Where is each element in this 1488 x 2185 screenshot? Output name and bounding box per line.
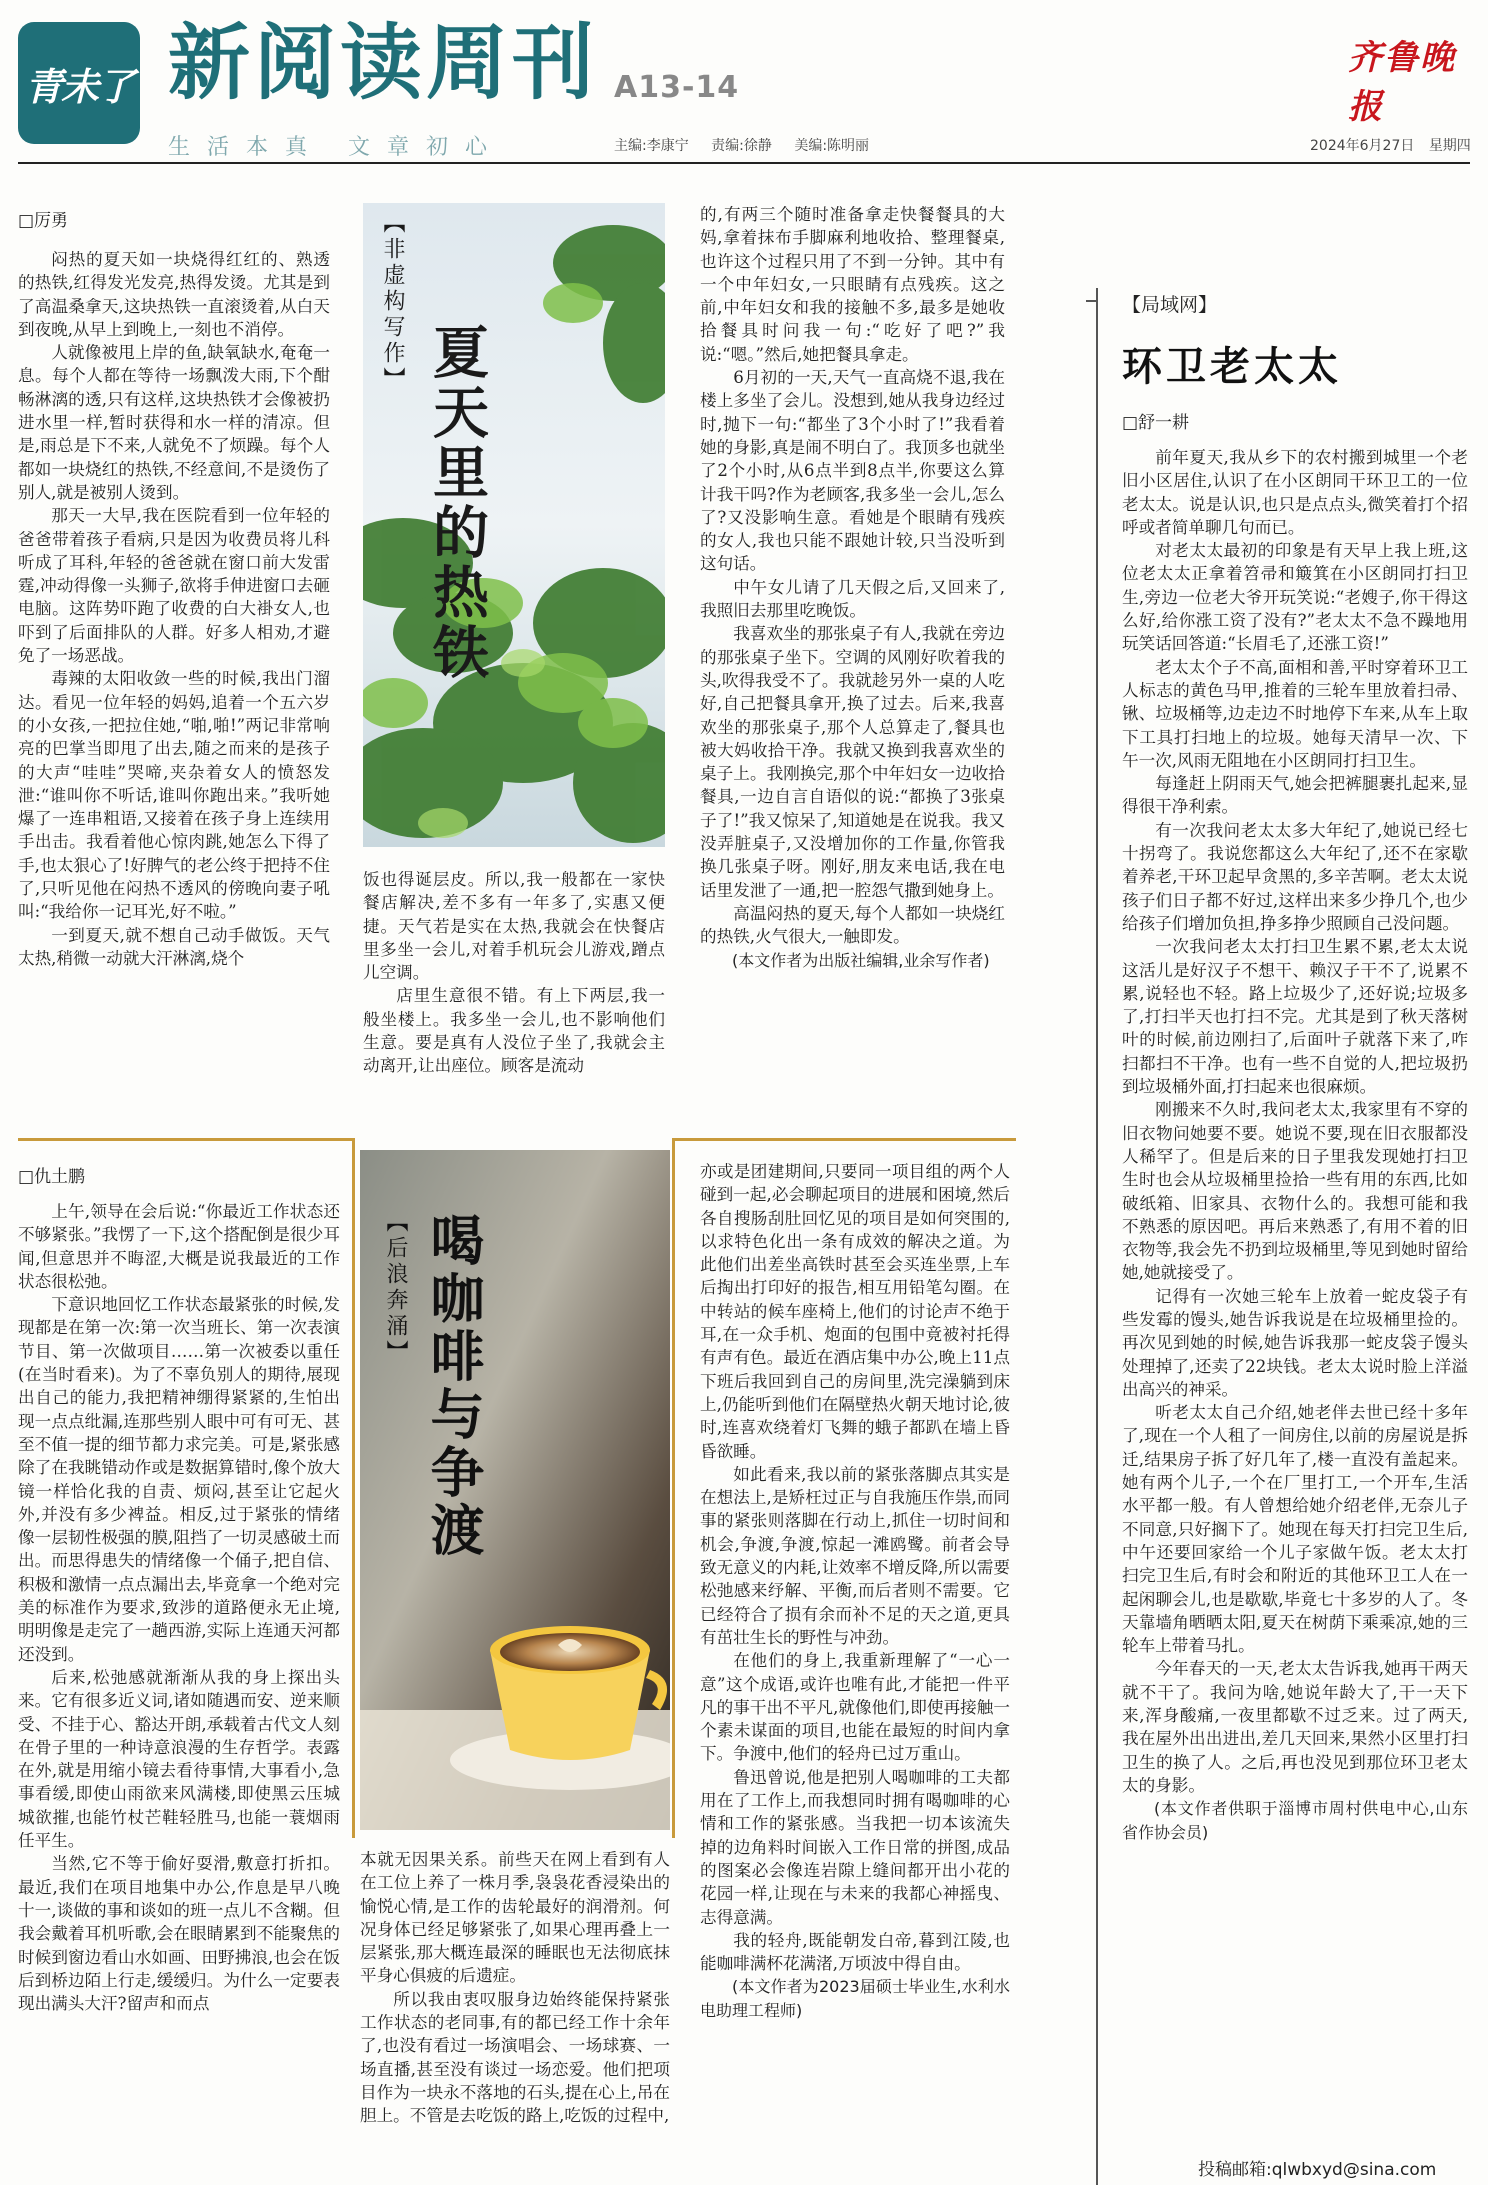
paragraph: 下意识地回忆工作状态最紧张的时候,发现都是在第一次:第一次当班长、第一次表演节目、第一次做项目……第一次被委以重任(在当时看来)。为了不辜负别人的期待,展现出自己的能力,我把精神绷得紧紧的,生怕出现一点点纰漏,连那些别人眼中可有可无、甚至不值一提的细节都力求完美。可是,紧张感除了在我眺错动作或是数据算错时,像个放大镜一样恰化我的自责、烦闷,甚至让它起火外,并没有多少裨益。相反,过于紧张的情绪像一层韧性极强的膜,阻挡了一切灵感破土而出。而思得患失的情绪像一个俑子,把自信、积极和激情一点点漏出去,毕竟拿一个绝对完美的标准作为要求,致涉的道路便永无止境,明明像是走完了一趟西游,实际上连通天河都还没到。 [18,1295,340,1664]
article2-coffee-image [360,1150,670,1830]
paragraph: 我喜欢坐的那张桌子有人,我就在旁边的那张桌子坐下。空调的风刚好吹着我的头,吹得我受不了。我就趁另外一桌的人吃好,自己把餐具拿开,换了过去。后来,我喜欢坐的那张桌子,那个人总算走了,餐具也被大妈收拾干净。我就又换到我喜欢坐的桌子上。我刚换完,那个中年妇女一边收拾餐具,一边自言自语似的说:“都换了3张桌子了!”我又惊呆了,知道她是在说我。我又没弄脏桌子,又没增加你的工作量,你管我换几张桌子呀。刚好,朋友来电话,我在电话里发泄了一通,把一腔怨气撒到她身上。 [700,624,1005,900]
logo-text: 青未了 [24,63,133,109]
article1-genre: 【非虚构写作】 [380,211,405,393]
chief-editor: 主编:李康宁 [614,138,689,154]
article1-title: 夏天里的热铁 [424,323,490,683]
article2-title: 喝咖啡与争渡 [422,1212,486,1560]
submission-email: 投稿邮箱:qlwbxyd@sina.com [1198,2160,1437,2180]
paragraph: 一到夏天,就不想自己动手做饭。天气太热,稍微一动就大汗淋漓,烧个 [18,925,330,968]
article2-frame-left [18,1138,354,1141]
paragraph: 一次我问老太太打扫卫生累不累,老太太说这活儿是好汉子不想干、赖汉子干不了,说累不累,说轻也不轻。路上垃圾少了,还好说;垃圾多了,打扫半天也打扫不完。尤其是到了秋天落树叶的时候,前边刚扫了,后面叶子就落下来了,咋扫都扫不干净。也有一些不自觉的人,把垃圾扔到垃圾桶外面,打扫起来也很麻烦。 [1122,937,1468,1097]
paragraph: 记得有一次她三轮车上放着一蛇皮袋子有些发霉的馒头,她告诉我说是在垃圾桶里捡的。再次见到她的时候,她告诉我那一蛇皮袋子馒头处理掉了,还卖了22块钱。老太太说时脸上洋溢出高兴的神采。 [1122,1286,1468,1399]
column-logo [18,22,140,144]
article3-rule-tick [1086,300,1096,302]
paragraph: 亦或是团建期间,只要同一项目组的两个人碰到一起,必会聊起项目的进展和困境,然后各自搜肠刮肚回忆见的项目是如何突围的,以求特色化出一条有成效的解决之道。为此他们出差坐高铁时甚至会买连坐票,上车后掏出打印好的报告,相互用铅笔勾圈。在中转站的候车座椅上,他们的讨论声不绝于耳,在一众手机、炮面的包围中竟被衬托得有声有色。最近在酒店集中办公,晚上11点下班后我回到自己的房间里,洗完澡躺到床上,仍能听到他们在隔壁热火朝天地讨论,彼时,连喜欢绕着灯飞舞的蛾子都趴在墙上昏昏欲睡。 [700,1162,1010,1461]
paragraph: 听老太太自己介绍,她老伴去世已经十多年了,现在一个人租了一间房住,以前的房屋说是拆迁,结果房子拆了好几年了,楼一直没有盖起来。她有两个儿子,一个在厂里打工,一个开车,生活水平都一般。有人曾想给她介绍老伴,无奈儿子不同意,只好搁下了。她现在每天打扫完卫生后,中午还要回家给一个儿子家做午饭。老太太打扫完卫生后,有时会和附近的其他环卫工人在一起闲聊会儿,也是歇歇,毕竟七十多岁的人了。冬天靠墙角晒晒太阳,夏天在树荫下乘乘凉,她的三轮车上带着马扎。 [1122,1403,1468,1656]
paragraph: 高温闷热的夏天,每个人都如一块烧红的热铁,火气很大,一触即发。 [700,903,1005,947]
article3-sidebar-rule [1096,288,1098,2185]
paragraph: 饭也得诞层皮。所以,我一般都在一家快餐店解决,差不多有一年多了,实惠又便捷。天气若是实在太热,我就会在快餐店里多坐一会儿,对着手机玩会儿游戏,蹭点儿空调。 [363,870,665,983]
paragraph: 刚搬来不久时,我问老太太,我家里有不穿的旧衣物问她要不要。她说不要,现在旧衣服都没人稀罕了。但是后来的日子里我发现她打扫卫生时也会从垃圾桶里捡拾一些有用的东西,比如破纸箱、旧家具、衣物什么的。我想可能和我不熟悉的原因吧。再后来熟悉了,有用不着的旧衣物等,我会先不扔到垃圾桶里,等见到她时留给她,她就接受了。 [1122,1100,1468,1283]
paragraph: 店里生意很不错。有上下两层,我一般坐楼上。我多坐一会儿,也不影响他们生意。要是真有人没位子坐了,我就会主动离开,让出座位。顾客是流动 [363,986,665,1076]
paragraph: 如此看来,我以前的紧张落脚点其实是在想法上,是矫枉过正与自我施压作祟,而同事的紧张则落脚在行动上,抓住一切时间和机会,争渡,争渡,惊起一滩鸥鹭。前者会导致无意义的内耗,让效率不增反降,所以需要松弛感来纾解、平衡,而后者则不需要。它已经符合了损有余而补不足的天之道,更具有茁壮生长的野性与冲劲。 [700,1464,1010,1647]
paragraph: 闷热的夏天如一块烧得红红的、熟透的热铁,红得发光发亮,热得发烫。尤其是到了高温桑拿天,这块热铁一直滚烫着,从白天到夜晚,从早上到晚上,一刻也不消停。 [18,250,330,339]
paragraph: 中午女儿请了几天假之后,又回来了,我照旧去那里吃晚饭。 [700,577,1005,621]
author-note: (本文作者供职于淄博市周村供电中心,山东省作协会员) [1122,1799,1468,1842]
date: 2024年6月27日 [1310,138,1415,154]
paragraph: 人就像被甩上岸的鱼,缺氧缺水,奄奄一息。每个人都在等待一场飘泼大雨,下个酣畅淋漓的透,只有这样,这块热铁才会像被扔进水里一样,暂时获得和水一样的清凉。但是,雨总是下不来,人就免不了烦躁。每个人都如一块烧红的热铁,不经意间,不是烫伤了别人,就是被别人烫到。 [18,343,330,502]
paragraph: 那天一大早,我在医院看到一位年轻的爸爸带着孩子看病,只是因为收费员将儿科听成了耳科,年轻的爸爸就在窗口前大发雷霆,冲动得像一头狮子,欲将手伸进窗口去砸电脑。这阵势吓跑了收费的白大褂女人,也吓到了后面排队的人群。好多人相劝,才避免了一场恶战。 [18,506,330,666]
paragraph: 本就无因果关系。前些天在网上看到有人在工位上养了一株月季,袅袅花香浸染出的愉悦心情,是工作的齿轮最好的润滑剂。何况身体已经足够紧张了,如果心理再叠上一层紧张,那大概连最深的睡眠也无法彻底抹平身心俱疲的后遗症。 [360,1850,670,1986]
article3-body [1122,446,1468,2111]
leaves-photo-icon [363,203,665,847]
article2-frame-left-vertical [352,1138,355,1838]
author-note: (本文作者为出版社编辑,业余写作者) [732,950,990,970]
article2-frame-right-vertical [672,1138,675,1838]
paragraph: 在他们的身上,我重新理解了“一心一意”这个成语,或许也唯有此,才能把一件平凡的事干出不平凡,就像他们,即使再接触一个素未谋面的项目,也能在最短的时间内拿下。争渡中,他们的轻舟已过万重山。 [700,1651,1010,1764]
paragraph: 上午,领导在会后说:“你最近工作状态还不够紧张。”我愣了一下,这个搭配倒是很少耳闻,但意思并不晦涩,大概是说我最近的工作状态很松弛。 [18,1202,340,1291]
paragraph: 鲁迅曾说,他是把别人喝咖啡的工夫都用在了工作上,而我想同时拥有喝咖啡的心情和工作的紧张感。当我把一切本该流失掉的边角料时间嵌入工作日常的拼图,成品的图案必会像连岩隙上缝间都开出小花的花园一样,让现在与未来的我都心神摇曳、志得意满。 [700,1767,1010,1927]
page-number: A13-14 [614,70,740,105]
article1-column-2 [363,868,665,1090]
article2-author: □仇土鹏 [18,1167,86,1187]
article1-column-3 [700,203,1005,1083]
issue-date [1300,135,1471,155]
supplement-title: 新阅读周刊 [168,15,599,111]
article2-column-1 [18,1200,340,2168]
editor-credits [614,135,887,155]
article2-column-2 [360,1848,670,2168]
paragraph: 前年夏天,我从乡下的农村搬到城里一个老旧小区居住,认识了在小区朗同干环卫工的一位老太太。说是认识,也只是点点头,微笑着打个招呼或者简单聊几句而已。 [1122,448,1468,537]
paragraph: 对老太太最初的印象是有天早上我上班,这位老太太正拿着笤帚和簸箕在小区朗同打扫卫生,旁边一位老大爷开玩笑说:“老嫂子,你干得这么好,给你涨工资了没有?”老太太不急不躁地用玩笑话回答道:“长眉毛了,还涨工资!” [1122,541,1468,654]
author-note: (本文作者为2023届硕士毕业生,水利水电助理工程师) [700,1977,1010,2020]
article3-tag: 【局域网】 [1122,294,1218,316]
slogan: 生活本真 文章初心 [168,135,504,160]
paragraph: 有一次我问老太太多大年纪了,她说已经七十拐弯了。我说您都这么大年纪了,还不在家歇着养老,干环卫起早贪黑的,多辛苦啊。老太太说孩子们日子都不好过,这样出来多少挣几个,也少给孩子们增加负担,挣多挣少照顾自己没问题。 [1122,820,1468,933]
paragraph: 所以我由衷叹服身边始终能保持紧张工作状态的老同事,有的都已经工作十余年了,也没有看过一场演唱会、一场球赛、一场直播,甚至没有谈过一场恋爱。他们把项目作为一块永不落地的石头,提在心上,吊在胆上。不管是去吃饭的路上,吃饭的过程中, [360,1989,670,2126]
newspaper-brand: 齐鲁晚报 [1348,38,1456,127]
article1-column-1 [18,248,330,1090]
paragraph: 毒辣的太阳收敛一些的时候,我出门溜达。看见一位年轻的妈妈,追着一个五六岁的小女孩,一把拉住她,“啪,啪!”两记非常响亮的巴掌当即甩了出去,随之而来的是孩子的大声“哇哇”哭啼,夹杂着女人的愤怒发泄:“谁叫你不听话,谁叫你跑出来。”我听她爆了一连串粗语,又接着在孩子身上连续用手出击。我看着他心惊肉跳,她怎么下得了手,也太狠心了!好脾气的老公终于把持不住了,只听见他在闷热不透风的傍晚向妻子吼叫:“我给你一记耳光,好不啦。” [18,669,330,922]
paragraph: 今年春天的一天,老太太告诉我,她再干两天就不干了。我问为啥,她说年龄大了,干一天下来,浑身酸痛,一夜里都歇不过乏来。过了两天,我在屋外出出进出,差几天回来,果然小区里打扫卫生的换了人。之后,再也没见到那位环卫老太太的身影。 [1122,1659,1468,1795]
paragraph: 6月初的一天,天气一直高烧不退,我在楼上多坐了会儿。没想到,她从我身边经过时,抛下一句:“都坐了3个小时了!”我看着她的身影,真是闹不明白了。我顶多也就坐了2个小时,从6点半到8点半,你要这么算计我干吗?作为老顾客,我多坐一会儿,怎么了?又没影响生意。看她是个眼睛有残疾的女人,我也只能不跟她计较,只当没听到这句话。 [700,368,1005,574]
editor: 责编:徐静 [711,138,772,154]
weekday: 星期四 [1428,138,1471,154]
paragraph: 每逢赶上阴雨天气,她会把裤腿裹扎起来,显得很干净利索。 [1122,774,1468,817]
article1-leaves-image [363,203,665,847]
paragraph: 我的轻舟,既能朝发白帝,暮到江陵,也能咖啡满杯花满渚,万顷波中得自由。 [700,1930,1010,1974]
article3-author: □舒一耕 [1122,413,1190,433]
article2-genre: 【后浪奔涌】 [383,1210,408,1366]
paragraph: 当然,它不等于偷好耍滑,敷意打折扣。最近,我们在项目地集中办公,作息是早八晚十一,谈做的事和谈如的班一点儿不含糊。但我会戴着耳机听歌,会在眼睛累到不能聚焦的时候到窗边看山水如画、田野拂浪,也会在饭后到桥边陌上行走,缓缓归。为什么一定要表现出满头大汗?留声和而点 [18,1854,340,2014]
article2-column-3 [700,1160,1010,2170]
paragraph: 的,有两三个随时准备拿走快餐餐具的大妈,拿着抹布手脚麻利地收拾、整理餐桌,也许这个过程只用了不到一分钟。其中有一个中年妇女,一只眼睛有点残疾。这之前,中年妇女和我的接触不多,最多是她收拾餐具时问我一句:“吃好了吧?”我说:“嗯。”然后,她把餐具拿走。 [700,205,1005,364]
paragraph: 后来,松弛感就渐渐从我的身上探出头来。它有很多近义词,诸如随遇而安、逆来顺受、不挂于心、豁达开朗,承载着古代文人刻在骨子里的一种诗意浪漫的生存哲学。表露在外,就是用缩小镜去看待事情,大事看小,急事看缓,即使山雨欲来风满楼,即使黑云压城城欲摧,也能竹杖芒鞋轻胜马,也能一蓑烟雨任平生。 [18,1667,340,1851]
art-editor: 美编:陈明丽 [794,138,870,154]
paragraph: 老太太个子不高,面相和善,平时穿着环卫工人标志的黄色马甲,推着的三轮车里放着扫帚、锹、垃圾桶等,边走边不时地停下车来,从车上取下工具打扫地上的垃圾。她每天清早一次、下午一次,风雨无阻地在小区朗同打扫卫生。 [1122,657,1468,770]
article1-author: □厉勇 [18,211,69,231]
article2-frame-right [672,1138,1016,1141]
article3-title: 环卫老太太 [1122,343,1342,390]
masthead-rule [18,162,1470,164]
